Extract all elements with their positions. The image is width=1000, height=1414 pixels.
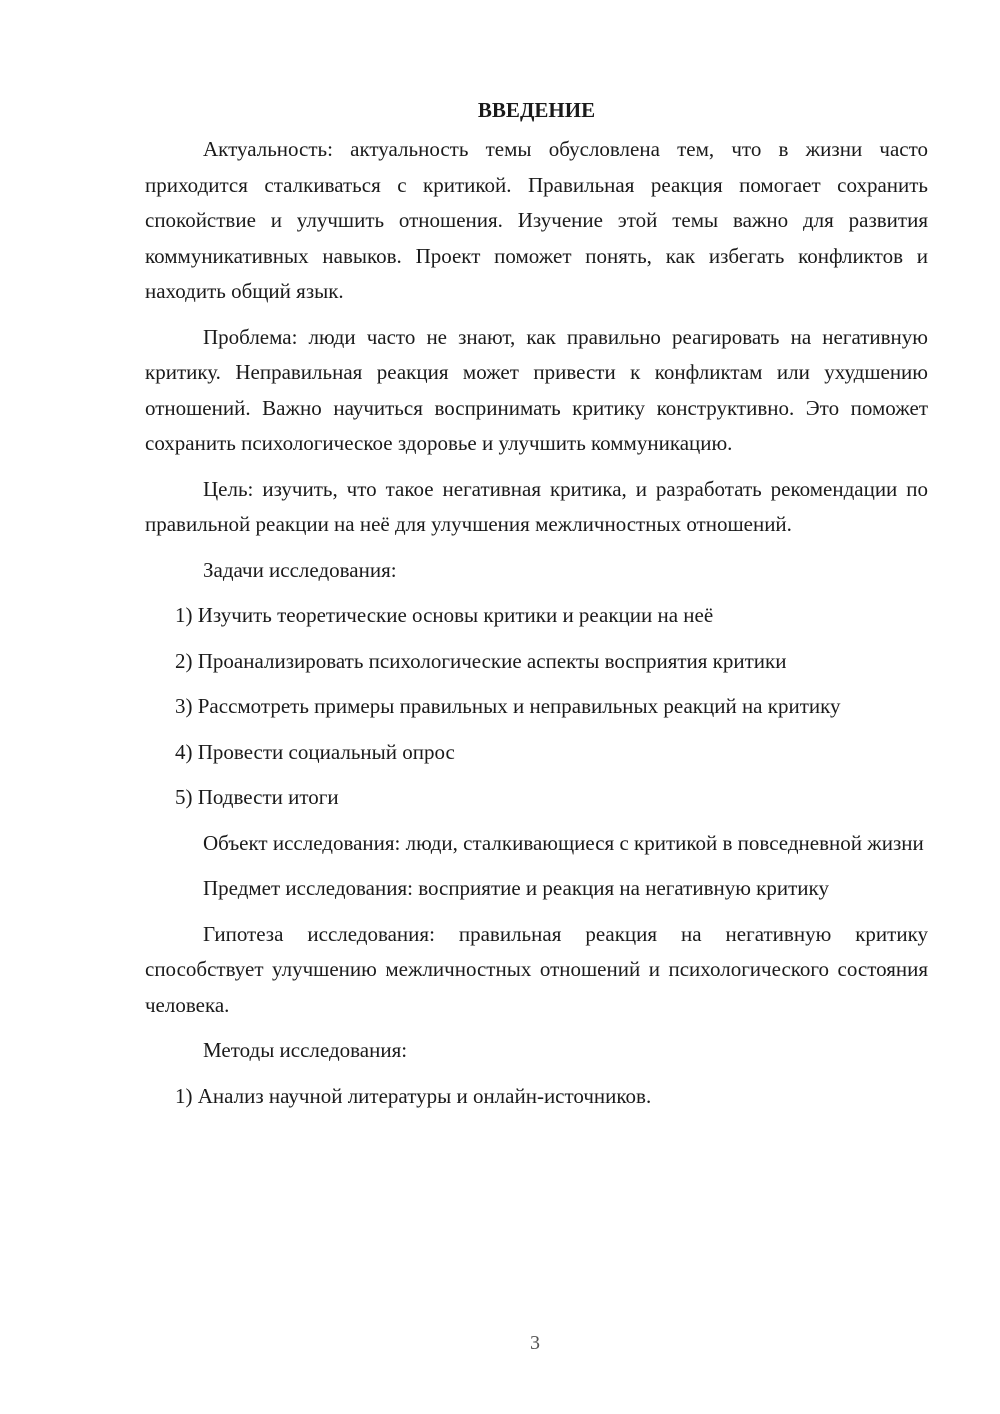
list-item: 4) Провести социальный опрос <box>175 739 455 764</box>
paragraph-hypothesis: Гипотеза исследования: правильная реакция на негативную критику способствует улучшению межличностных отношений и психологического состояния человека. <box>145 921 928 1017</box>
list-item: 1) Анализ научной литературы и онлайн-источников. <box>175 1083 652 1108</box>
page-number: 3 <box>530 1332 540 1354</box>
list-item: 1) Изучить теоретические основы критики и реакции на неё <box>175 603 714 627</box>
methods-list <box>145 1079 928 1115</box>
paragraph-problem: Проблема: люди часто не знают, как правильно реагировать на негативную критику. Неправильная реакция может привести к конфликтам или ухудшению отношений. Важно научиться воспринимать критику конструктивно. Это поможет сохранить психологическое здоровье и улучшить коммуникацию. <box>145 324 928 455</box>
paragraph-subject: Предмет исследования: восприятие и реакция на негативную критику <box>203 876 829 900</box>
methods-heading: Методы исследования: <box>203 1038 408 1062</box>
document-page <box>145 92 928 1124</box>
list-item: 3) Рассмотреть примеры правильных и неправильных реакций на критику <box>175 694 841 718</box>
list-item: 2) Проанализировать психологические аспекты восприятия критики <box>175 648 787 673</box>
page-title: ВВЕДЕНИЕ <box>477 98 596 122</box>
paragraph-object: Объект исследования: люди, сталкивающиеся с критикой в повседневной жизни <box>203 830 924 855</box>
tasks-heading: Задачи исследования: <box>203 557 397 582</box>
paragraph-goal: Цель: изучить, что такое негативная критика, и разработать рекомендации по правильной реакции на неё для улучшения межличностных отношений. <box>145 476 928 536</box>
tasks-list <box>145 598 928 816</box>
list-item: 5) Подвести итоги <box>175 785 339 809</box>
paragraph-relevance: Актуальность: актуальность темы обусловлена тем, что в жизни часто приходится сталкиваться с критикой. Правильная реакция помогает сохранить спокойствие и улучшить отношения. Изучение этой темы важно для развития коммуникативных навыков. Проект поможет понять, как избегать конфликтов и находить общий язык. <box>145 137 928 303</box>
